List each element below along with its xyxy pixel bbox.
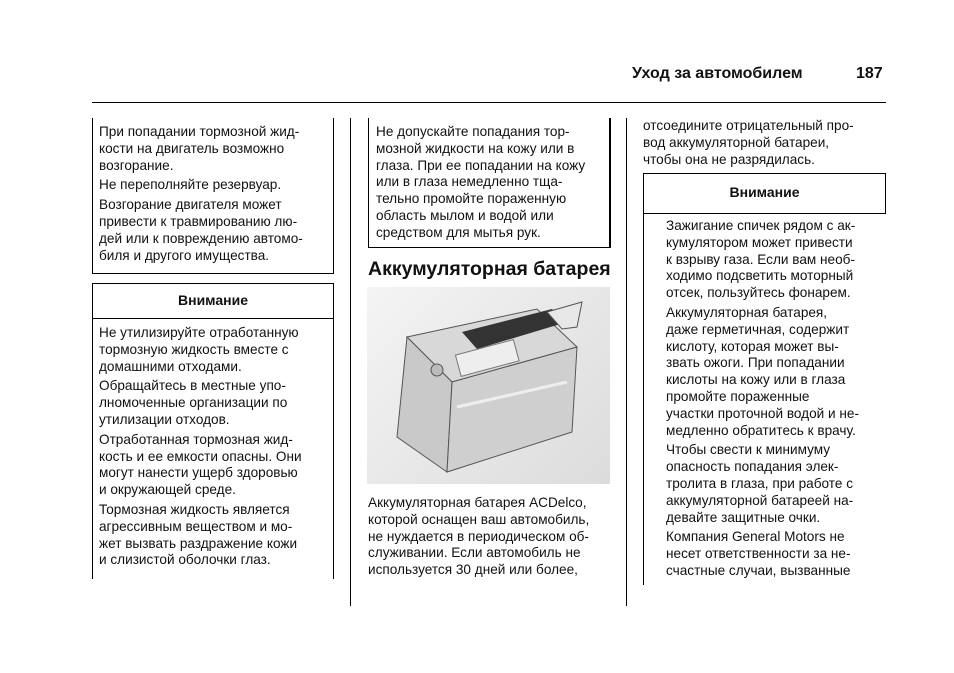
- text-line: Не допускайте попадания тор-: [376, 124, 570, 139]
- text-line: Возгорание двигателя может: [99, 197, 282, 213]
- text-line: тормозную жидкость вместе с: [99, 341, 289, 357]
- paragraph: [99, 124, 303, 174]
- text-line: счастные случаи, вызванные: [666, 562, 851, 578]
- header-rule: [92, 102, 886, 103]
- paragraph: [99, 177, 303, 194]
- section-heading: Аккумуляторная батарея: [368, 258, 611, 280]
- text-line: и окружающей среде.: [99, 482, 236, 498]
- text-line: могут нанести ущерб здоровью: [99, 465, 298, 481]
- text-line: средством для мытья рук.: [376, 224, 541, 240]
- paragraph: [99, 378, 302, 428]
- text-line: кость и ее емкости опасны. Они: [99, 448, 302, 464]
- text-line: Тормозная жидкость является: [99, 501, 290, 517]
- battery-illustration: [367, 287, 610, 484]
- text-line: участки проточной водой и не-: [666, 405, 859, 421]
- text-line: служивании. Если автомобиль не: [368, 545, 581, 561]
- text-line: кумулятором может привести: [666, 234, 853, 250]
- box-border: [92, 273, 334, 274]
- text-line: дей или к повреждению автомо-: [99, 230, 303, 246]
- text-line: промойте пораженные: [666, 388, 810, 404]
- text-line: возгорание.: [99, 157, 174, 173]
- text-line: отсек, пользуйтесь фонарем.: [666, 285, 851, 301]
- text-line: тельно промойте пораженную: [376, 191, 567, 207]
- battery-description: [368, 495, 589, 582]
- paragraph: [666, 218, 859, 302]
- text-line: Компания General Motors не: [666, 529, 845, 545]
- text-line: область мылом и водой или: [376, 207, 554, 223]
- text-line: или в глаза немедленно тща-: [376, 174, 563, 190]
- box-border: [643, 173, 886, 174]
- text-line: мозной жидкости на кожу или в: [376, 140, 575, 156]
- text-line: опасность попадания элек-: [666, 459, 839, 475]
- text-line: отсоедините отрицательный про-: [643, 118, 854, 133]
- text-line: чтобы она не разрядилась.: [643, 151, 815, 167]
- text-line: Аккумуляторная батарея ACDelco,: [368, 495, 587, 510]
- text-line: лномоченные организации по: [99, 395, 288, 411]
- column-divider: [350, 118, 351, 606]
- paragraph: [666, 305, 859, 439]
- text-line: девайте защитные очки.: [666, 509, 821, 525]
- text-line: аккумуляторной батареей на-: [666, 492, 854, 508]
- text-line: Не переполняйте резервуар.: [99, 177, 282, 193]
- paragraph: [99, 325, 302, 375]
- page-number: 187: [856, 65, 883, 82]
- text-line: кислоту, которая может вы-: [666, 338, 839, 354]
- text-line: Отработанная тормозная жид-: [99, 431, 293, 447]
- column-divider: [626, 118, 627, 606]
- box-border: [92, 118, 93, 273]
- box-border: [92, 283, 334, 284]
- paragraph: [643, 118, 854, 168]
- box-border: [368, 247, 611, 248]
- paragraph: [666, 529, 859, 579]
- text-line: Аккумуляторная батарея,: [666, 304, 828, 320]
- text-line: Не утилизируйте отработанную: [99, 325, 299, 340]
- text-line: агрессивным веществом и мо-: [99, 518, 293, 534]
- text-line: даже герметичная, содержит: [666, 321, 850, 337]
- text-line: Чтобы свести к минимуму: [666, 442, 831, 458]
- paragraph: [99, 197, 303, 264]
- text-line: Обращайтесь в местные упо-: [99, 378, 286, 394]
- text-line: утилизации отходов.: [99, 411, 230, 427]
- text-line: Зажигание спичек рядом с ак-: [666, 218, 856, 233]
- text-line: вод аккумуляторной батареи,: [643, 134, 830, 150]
- section-title: Уход за автомобилем: [632, 65, 803, 82]
- text-line: несет ответственности за не-: [666, 546, 851, 562]
- box-border: [609, 118, 611, 247]
- paragraph: [376, 124, 585, 242]
- text-line: При попадании тормозной жид-: [99, 124, 300, 139]
- text-line: тролита в глаза, при работе с: [666, 475, 853, 491]
- paragraph: [99, 502, 302, 569]
- text-line: звать ожоги. При попадании: [666, 355, 845, 371]
- text-line: кости на двигатель возможно: [99, 140, 285, 156]
- caution-heading: Внимание: [178, 292, 248, 308]
- text-line: биля и другого имущества.: [99, 247, 270, 263]
- text-line: к взрыву газа. Если вам необ-: [666, 251, 855, 267]
- box-border: [333, 118, 334, 273]
- caution-box-text: [99, 325, 302, 572]
- text-line: используется 30 дней или более,: [368, 562, 578, 578]
- text-line: ходимо подсветить моторный: [666, 268, 854, 284]
- text-line: которой оснащен ваш автомобиль,: [368, 511, 590, 527]
- box-border: [643, 213, 886, 214]
- box-border: [92, 318, 334, 319]
- paragraph: [368, 495, 589, 579]
- text-line: медленно обратитесь к врачу.: [666, 422, 856, 438]
- text-line: домашними отходами.: [99, 358, 242, 374]
- text-line: кислоты на кожу или в глаза: [666, 372, 846, 388]
- warning-box-text: [99, 124, 303, 267]
- text-line: и слизистой оболочки глаз.: [99, 552, 271, 568]
- text-line: жет вызвать раздражение кожи: [99, 535, 298, 551]
- warning-box-text: [376, 124, 585, 245]
- box-border: [92, 283, 93, 579]
- box-border: [333, 283, 334, 579]
- battery-intro-text: [643, 118, 854, 171]
- box-border: [643, 173, 644, 585]
- text-line: глаза. При ее попадании на кожу: [376, 157, 586, 173]
- text-line: не нуждается в периодическом об-: [368, 528, 589, 544]
- caution-heading: Внимание: [729, 184, 800, 200]
- box-border: [368, 118, 369, 247]
- caution-box-text: [666, 218, 859, 583]
- paragraph: [666, 442, 859, 526]
- paragraph: [99, 432, 302, 499]
- text-line: привести к травмированию лю-: [99, 213, 298, 229]
